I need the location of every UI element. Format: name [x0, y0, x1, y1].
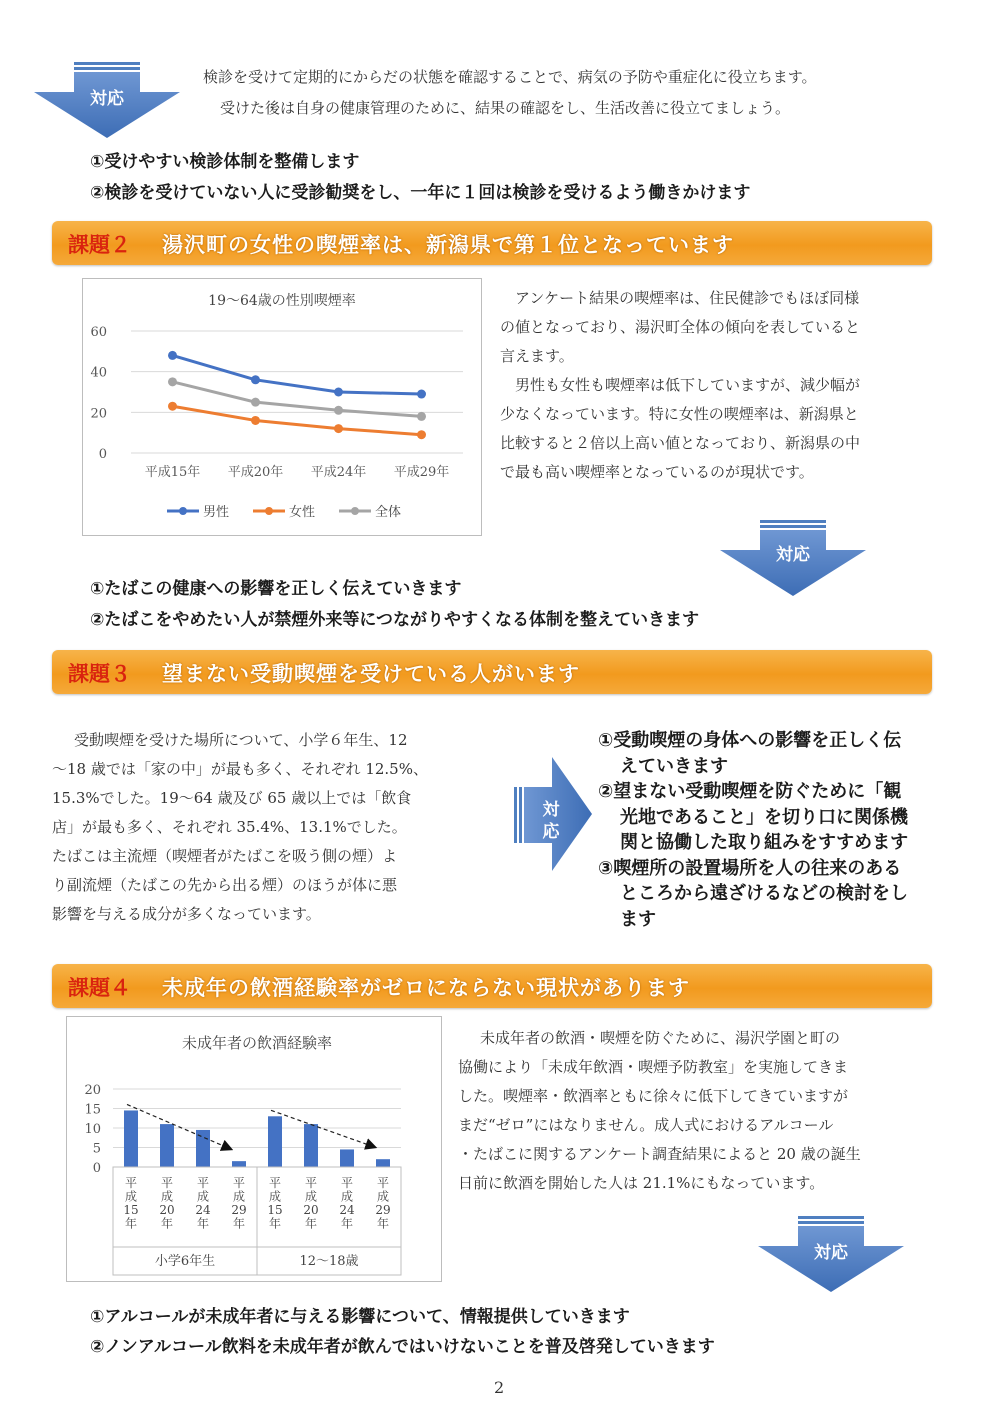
para-line: り副流煙（たばこの先から出る煙）のほうが体に悪 — [52, 876, 398, 894]
x-tick-label: 年 — [196, 1216, 210, 1231]
trend-arrow — [271, 1110, 375, 1147]
top-action-1: ①受けやすい検診体制を整備します — [90, 152, 360, 172]
x-tick-label: 成 — [124, 1189, 138, 1204]
group-label: 12～18歳 — [299, 1254, 359, 1269]
x-tick-label: 29 — [231, 1203, 247, 1217]
x-tick-label: 年 — [268, 1216, 282, 1231]
issue-number: 課題３ — [68, 662, 131, 686]
para-line: 比較すると２倍以上高い値となっており、新潟県の中 — [500, 434, 861, 452]
data-point — [417, 390, 426, 399]
issue-number: 課題４ — [68, 976, 131, 1000]
y-tick-label: 20 — [90, 406, 107, 422]
data-point — [417, 430, 426, 439]
underage-drinking-chart-svg — [67, 1017, 441, 1281]
y-tick-label: 15 — [84, 1102, 101, 1118]
bar — [340, 1149, 354, 1167]
chart-title: 未成年者の飲酒経験率 — [181, 1034, 333, 1052]
action-line: ます — [620, 908, 656, 930]
x-tick-label: 年 — [304, 1216, 318, 1231]
issue4-banner — [52, 964, 932, 1008]
bar — [376, 1159, 390, 1167]
para-line: アンケート結果の喫煙率は、住民健診でもほぼ同様 — [515, 289, 860, 307]
action-line: ①受動喫煙の身体への影響を正しく伝 — [598, 730, 902, 751]
x-tick-label: 平成24年 — [310, 465, 367, 480]
response-arrow-top — [32, 60, 182, 140]
response-arrow-issue4 — [756, 1214, 906, 1294]
data-point — [417, 412, 426, 421]
bar — [124, 1110, 138, 1167]
issue-title: 未成年の飲酒経験率がゼロにならない現状があります — [162, 976, 690, 1000]
x-tick-label: 成 — [196, 1189, 210, 1204]
x-tick-label: 成 — [340, 1189, 354, 1204]
x-tick-label: 成 — [268, 1189, 282, 1204]
issue2-paragraph — [500, 284, 960, 487]
x-tick-label: 成 — [376, 1189, 390, 1204]
legend-label: 全体 — [375, 505, 402, 520]
data-point — [168, 351, 177, 360]
x-tick-label: 成 — [232, 1189, 246, 1204]
issue-title: 望まない受動喫煙を受けている人がいます — [162, 662, 580, 686]
para-line: 少なくなっています。特に女性の喫煙率は、新潟県と — [500, 405, 859, 423]
underage-drinking-chart — [66, 1016, 442, 1282]
y-tick-label: 5 — [92, 1141, 101, 1157]
x-tick-label: 平 — [232, 1176, 246, 1190]
bar — [268, 1116, 282, 1167]
action-line: 光地であること」を切り口に関係機 — [620, 806, 908, 828]
x-tick-label: 年 — [376, 1216, 390, 1231]
data-point — [168, 402, 177, 411]
x-tick-label: 平 — [340, 1176, 354, 1190]
issue-title: 湯沢町の女性の喫煙率は、新潟県で第１位となっています — [162, 233, 734, 257]
data-point — [168, 377, 177, 386]
para-line: で最も高い喫煙率となっているのが現状です。 — [500, 463, 814, 481]
x-tick-label: 成 — [304, 1189, 318, 1204]
x-tick-label: 平成20年 — [227, 465, 284, 480]
issue3-paragraph — [52, 726, 502, 929]
y-tick-label: 60 — [90, 325, 107, 340]
para-line: 男性も女性も喫煙率は低下していますが、減少幅が — [515, 376, 861, 394]
para-line: の値となっており、湯沢町全体の傾向を表していると — [500, 318, 861, 336]
para-line: した。喫煙率・飲酒率ともに徐々に低下してきていますが — [458, 1087, 849, 1105]
issue3-banner — [52, 650, 932, 694]
issue3-actions — [598, 728, 968, 932]
para-line: ・たばこに関するアンケート調査結果によると 20 歳の誕生 — [458, 1145, 861, 1163]
arrow-label: 対応 — [776, 545, 810, 565]
bar — [232, 1161, 246, 1167]
issue-number: 課題２ — [68, 233, 131, 257]
x-tick-label: 平 — [376, 1176, 390, 1190]
x-tick-label: 29 — [375, 1203, 391, 1217]
y-tick-label: 20 — [84, 1083, 101, 1098]
issue4-action-1: ①アルコールが未成年者に与える影響について、情報提供していきます — [90, 1307, 630, 1327]
x-tick-label: 24 — [195, 1203, 211, 1217]
smoking-rate-chart-svg — [83, 279, 481, 535]
x-tick-label: 年 — [232, 1216, 246, 1231]
bar — [304, 1124, 318, 1167]
action-line: ③喫煙所の設置場所を人の往来のある — [598, 857, 902, 879]
arrow-label: 対応 — [90, 89, 124, 109]
y-tick-label: 0 — [92, 1161, 101, 1176]
data-point — [251, 375, 260, 384]
smoking-rate-chart — [82, 278, 482, 536]
legend-marker — [179, 507, 187, 515]
para-line: たばこは主流煙（喫煙者がたばこを吸う側の煙）よ — [52, 847, 398, 865]
trend-arrow — [127, 1104, 231, 1149]
data-point — [251, 398, 260, 407]
para-line: 言えます。 — [500, 347, 574, 365]
legend-marker — [265, 507, 273, 515]
x-tick-label: 平成15年 — [144, 465, 201, 480]
x-tick-label: 平 — [268, 1176, 282, 1190]
para-line: 15.3%でした。19～64 歳及び 65 歳以上では「飲食 — [52, 789, 412, 807]
action-line: ②望まない受動喫煙を防ぐために「観 — [598, 781, 902, 802]
page-number: 2 — [494, 1378, 505, 1397]
x-tick-label: 平 — [304, 1176, 318, 1190]
y-tick-label: 0 — [98, 447, 107, 462]
series-line-女性 — [173, 406, 422, 434]
data-point — [334, 388, 343, 397]
group-label: 小学6年生 — [154, 1254, 216, 1269]
para-line: ～18 歳では「家の中」が最も多く、それぞれ 12.5%、 — [52, 760, 428, 778]
para-line: 日前に飲酒を開始した人は 21.1%にもなっています。 — [458, 1174, 825, 1192]
x-tick-label: 年 — [124, 1216, 138, 1231]
x-tick-label: 平 — [196, 1176, 210, 1190]
action-line: えていきます — [620, 755, 728, 777]
x-tick-label: 20 — [159, 1203, 175, 1217]
x-tick-label: 平成29年 — [393, 465, 450, 480]
arrow-label: 対 — [542, 800, 560, 820]
x-tick-label: 15 — [123, 1203, 139, 1217]
legend-label: 女性 — [289, 505, 316, 520]
x-tick-label: 年 — [160, 1216, 174, 1231]
issue4-action-2: ②ノンアルコール飲料を未成年者が飲んではいけないことを普及啓発していきます — [90, 1337, 715, 1357]
issue4-paragraph — [458, 1024, 958, 1198]
x-tick-label: 成 — [160, 1189, 174, 1204]
top-action-2: ②検診を受けていない人に受診勧奨をし、一年に１回は検診を受けるよう働きかけます — [90, 183, 751, 203]
action-line: 関と協働した取り組みをすすめます — [620, 832, 909, 853]
para-line: 店」が最も多く、それぞれ 35.4%、13.1%でした。 — [52, 818, 407, 836]
data-point — [251, 416, 260, 425]
response-arrow-issue3 — [512, 755, 594, 873]
action-line: ところから遠ざけるなどの検討をし — [620, 883, 908, 904]
data-point — [334, 424, 343, 433]
x-tick-label: 年 — [340, 1216, 354, 1231]
top-text-line2: 受けた後は自身の健康管理のために、結果の確認をし、生活改善に役立てましょう。 — [220, 99, 791, 117]
para-line: 影響を与える成分が多くなっています。 — [52, 905, 321, 923]
series-line-男性 — [173, 355, 422, 394]
legend-label: 男性 — [203, 505, 230, 520]
bar — [160, 1124, 174, 1167]
y-tick-label: 10 — [84, 1122, 101, 1137]
issue2-action-1: ①たばこの健康への影響を正しく伝えていきます — [90, 579, 462, 599]
data-point — [334, 406, 343, 415]
top-text-line1: 検診を受けて定期的にからだの状態を確認することで、病気の予防や重症化に役立ちます。 — [203, 68, 817, 86]
para-line: 未成年者の飲酒・喫煙を防ぐために、湯沢学園と町の — [480, 1029, 841, 1047]
x-tick-label: 20 — [303, 1203, 319, 1217]
legend-marker — [351, 507, 359, 515]
arrow-label: 応 — [542, 822, 560, 842]
x-tick-label: 平 — [124, 1176, 138, 1190]
para-line: まだ“ゼロ”にはなりません。成人式におけるアルコール — [458, 1116, 834, 1134]
arrow-label: 対応 — [814, 1243, 848, 1263]
x-tick-label: 15 — [267, 1203, 283, 1217]
response-arrow-issue2 — [718, 518, 868, 598]
issue2-action-2: ②たばこをやめたい人が禁煙外来等につながりやすくなる体制を整えていきます — [90, 610, 700, 630]
issue2-banner — [52, 221, 932, 265]
chart-title: 19～64歳の性別喫煙率 — [208, 293, 356, 309]
y-tick-label: 40 — [90, 365, 107, 381]
x-tick-label: 平 — [160, 1176, 174, 1190]
para-line: 協働により「未成年飲酒・喫煙予防教室」を実施してきま — [458, 1058, 849, 1076]
para-line: 受動喫煙を受けた場所について、小学６年生、12 — [74, 731, 408, 749]
x-tick-label: 24 — [339, 1203, 355, 1217]
